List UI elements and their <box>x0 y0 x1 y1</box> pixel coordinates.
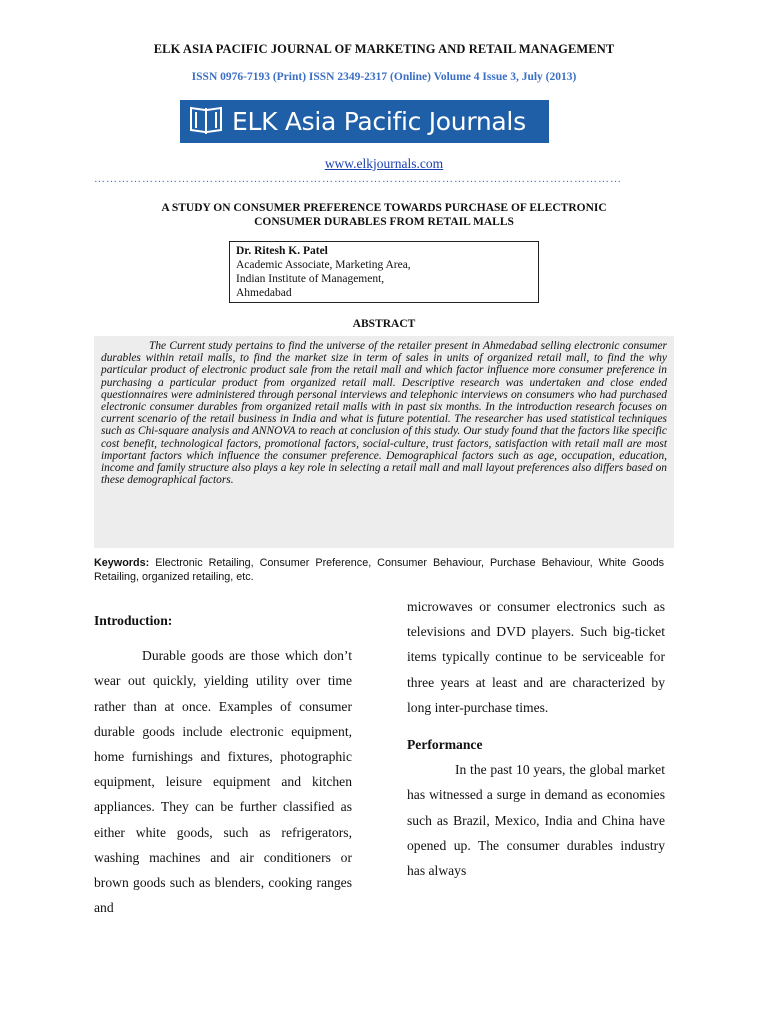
paper-title-line-2: CONSUMER DURABLES FROM RETAIL MALLS <box>254 216 514 228</box>
abstract-heading: ABSTRACT <box>352 318 416 330</box>
introduction-paragraph: Durable goods are those which don’t wear out quickly, yielding utility over time rather than at once. Examples of consumer durable goods include electronic equipment, home furnishings and fixtures, photographic equipment, leisure equipment and kitchen appliances. They can be further classified as either white goods, such as refrigerators, washing machines and air conditioners or brown goods such as blenders, cooking ranges and <box>94 648 352 916</box>
paper-title-line-1: A STUDY ON CONSUMER PREFERENCE TOWARDS PURCHASE OF ELECTRONIC <box>161 202 607 214</box>
book-logo-icon <box>180 100 232 143</box>
keywords <box>94 556 664 584</box>
abstract-text: The Current study pertains to find the universe of the retailer present in Ahmedabad selling electronic consumer durables within retail malls, to find the market size in term of sales in units of organized retail mall, to find the why particular product of electronic product sale from the retail mall and which factor influence more consumer preference in purchasing a particular product from organized retail mall. Descriptive research was undertaken and close ended questionnaires were administered through personal interviews and telephonic interviews on consumers who had purchased electronic consumer durables from organized retail malls with in past six months. In the introduction research focuses on current scenario of the retail business in India and what is future potential. The researcher has used statistical techniques such as Chi-square analysis and ANNOVA to reach at conclusion of this study. Our study found that the factors like specific cost benefit, technological factors, promotional factors, social-culture, trust factors, satisfaction with retail mall are most important factors which influence the consumer preference. Demographical factors such as age, occupation, education, income and family structure also plays a key role in selecting a retail mall and mall layout preferences also differs based on these demographical factors. <box>101 340 667 487</box>
paper-title <box>0 201 768 229</box>
author-position: Academic Associate, Marketing Area, <box>236 259 411 271</box>
issn-line: ISSN 0976-7193 (Print) ISSN 2349-2317 (Online) Volume 4 Issue 3, July (2013) <box>191 71 577 83</box>
banner-brand-text: ELK Asia Pacific Journals <box>232 107 526 136</box>
dotted-divider: …………………………………………………………………………………………………………………… <box>94 173 622 185</box>
website-link[interactable]: www.elkjournals.com <box>324 156 444 171</box>
author-institution: Indian Institute of Management, <box>236 273 385 285</box>
author-box <box>229 241 539 303</box>
performance-paragraph: In the past 10 years, the global market has witnessed a surge in demand as economies such as Brazil, Mexico, India and China have opened up. The consumer durables industry has always <box>407 762 665 879</box>
right-column <box>407 594 665 883</box>
keywords-text: Electronic Retailing, Consumer Preference, Consumer Behaviour, Purchase Behaviour, White Goods Retailing, organized retailing, etc. <box>94 557 664 583</box>
journal-title: ELK ASIA PACIFIC JOURNAL OF MARKETING AND RETAIL MANAGEMENT <box>153 42 615 56</box>
keywords-label: Keywords: <box>94 557 150 569</box>
abstract-box <box>94 336 674 548</box>
author-name: Dr. Ritesh K. Patel <box>236 245 328 257</box>
left-column <box>94 608 352 920</box>
author-city: Ahmedabad <box>236 287 292 299</box>
performance-heading: Performance <box>407 737 483 753</box>
introduction-heading: Introduction: <box>94 613 173 628</box>
right-column-paragraph: microwaves or consumer electronics such as televisions and DVD players. Such big-ticket items typically continue to be serviceable for three years at least and are characterized by long inter-purchase times. <box>407 599 665 715</box>
journal-banner <box>180 100 549 143</box>
